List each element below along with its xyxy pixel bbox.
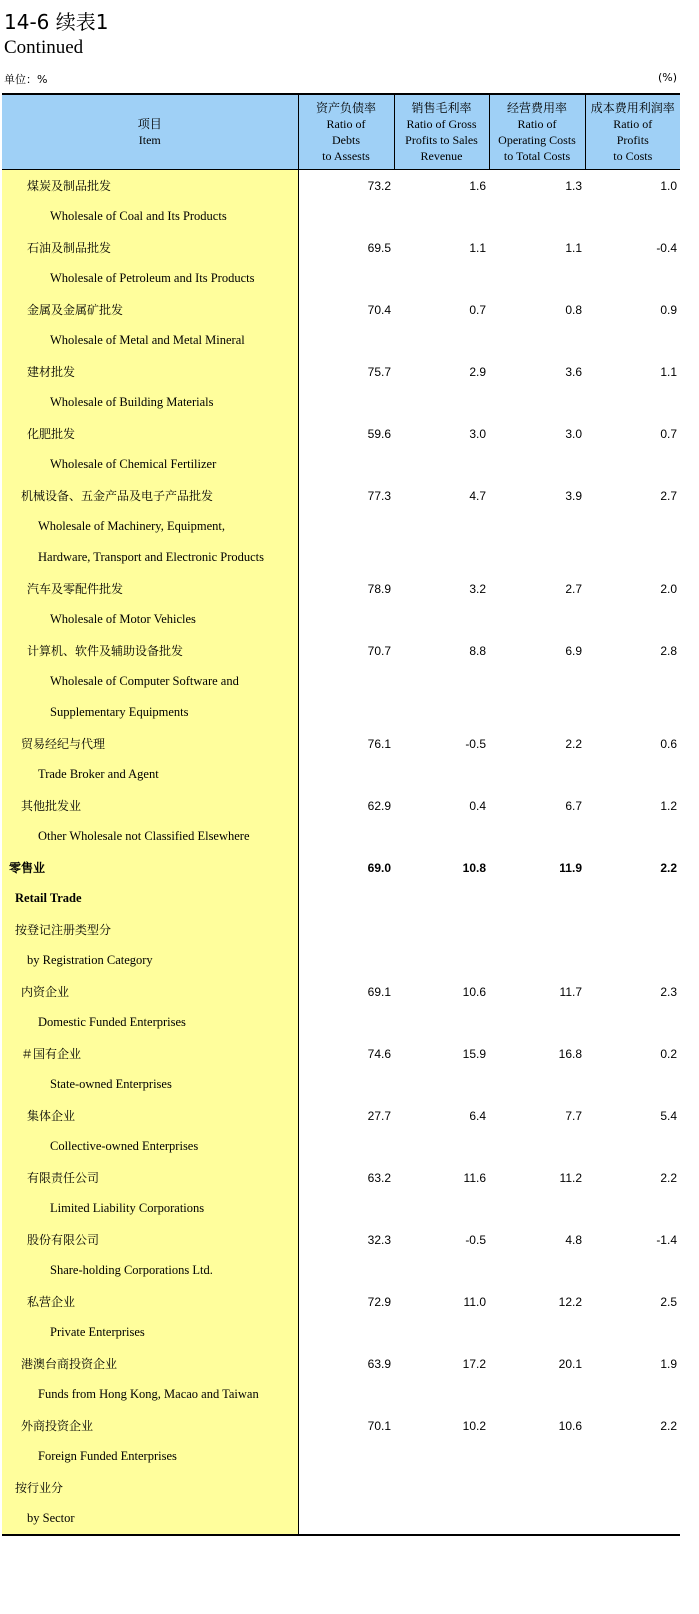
column-header-en: Ratio of Gross [406, 117, 477, 131]
value-cell: 2.3 [660, 984, 677, 999]
column-header-en: Ratio of [326, 117, 366, 131]
row-label: 计算机、软件及辅助设备批发 [2, 635, 298, 666]
value-cell: 11.2 [559, 1170, 582, 1185]
value-cell: 10.2 [462, 1418, 486, 1433]
table-row [2, 449, 680, 480]
value-cell: 70.1 [298, 1410, 394, 1441]
value-cell [585, 821, 680, 852]
column-header-en: Operating Costs [498, 133, 576, 147]
value-cell: 4.7 [469, 488, 486, 503]
table-row [2, 1255, 680, 1286]
value-cell [489, 1503, 585, 1535]
row-label: 私营企业 [2, 1286, 298, 1317]
value-cell [394, 914, 489, 945]
value-cell [489, 1193, 585, 1224]
value-cell [298, 914, 394, 945]
table-body [2, 170, 680, 1536]
row-label: Trade Broker and Agent [2, 759, 298, 790]
row-label: by Registration Category [2, 945, 298, 976]
row-label: 石油及制品批发 [2, 232, 298, 263]
value-cell [585, 387, 680, 418]
row-label: by Sector [2, 1503, 298, 1535]
value-cell [298, 883, 394, 914]
row-label: 有限责任公司 [2, 1162, 298, 1193]
value-cell: 2.2 [565, 736, 582, 751]
value-cell: 69.1 [298, 976, 394, 1007]
value-cell: 63.9 [298, 1348, 394, 1379]
table-row [2, 511, 680, 542]
column-header-en: to Costs [613, 149, 653, 163]
row-label: Wholesale of Computer Software and [2, 666, 298, 697]
row-label: Wholesale of Coal and Its Products [2, 201, 298, 232]
table-row [2, 883, 680, 914]
row-label: Wholesale of Chemical Fertilizer [2, 449, 298, 480]
value-cell [298, 1069, 394, 1100]
value-cell: -0.5 [465, 736, 486, 751]
row-label: 其他批发业 [2, 790, 298, 821]
table-row [2, 232, 680, 263]
value-cell: 1.6 [469, 178, 486, 193]
row-label: 化肥批发 [2, 418, 298, 449]
table-row [2, 387, 680, 418]
value-cell: 12.2 [558, 1294, 582, 1309]
table-row [2, 1379, 680, 1410]
row-label: Supplementary Equipments [2, 697, 298, 728]
table-row [2, 1317, 680, 1348]
value-cell: 63.2 [298, 1162, 394, 1193]
row-label: Wholesale of Metal and Metal Mineral [2, 325, 298, 356]
row-label: Private Enterprises [2, 1317, 298, 1348]
value-cell [298, 1503, 394, 1535]
value-cell [585, 945, 680, 976]
value-cell: 11.9 [559, 860, 582, 875]
column-header-en: to Assests [322, 149, 370, 163]
value-cell: 10.6 [558, 1418, 582, 1433]
table-row [2, 1038, 680, 1069]
value-cell [585, 666, 680, 697]
row-label: 按登记注册类型分 [2, 914, 298, 945]
value-cell [489, 759, 585, 790]
table-row [2, 790, 680, 821]
row-label: Funds from Hong Kong, Macao and Taiwan [2, 1379, 298, 1410]
value-cell [298, 759, 394, 790]
value-cell: 0.9 [660, 302, 677, 317]
value-cell [585, 883, 680, 914]
column-header-en: Ratio of [613, 117, 653, 131]
value-cell [298, 325, 394, 356]
value-cell [298, 1007, 394, 1038]
table-row [2, 1224, 680, 1255]
table-row [2, 759, 680, 790]
value-cell [585, 914, 680, 945]
value-cell [394, 1503, 489, 1535]
value-cell [298, 945, 394, 976]
value-cell [489, 821, 585, 852]
column-header-en: to Total Costs [503, 149, 571, 163]
value-cell [585, 542, 680, 573]
table-header [2, 94, 680, 170]
value-cell [298, 201, 394, 232]
value-cell: 0.7 [660, 426, 677, 441]
value-cell [489, 1255, 585, 1286]
row-label: 内资企业 [2, 976, 298, 1007]
value-cell: 1.3 [565, 178, 582, 193]
value-cell [298, 1317, 394, 1348]
value-cell [298, 1193, 394, 1224]
value-cell [585, 263, 680, 294]
table-row [2, 728, 680, 759]
column-header-zh: 经营费用率 [506, 101, 567, 115]
column-header-zh: 资产负债率 [315, 101, 376, 115]
value-cell: 2.2 [660, 860, 677, 875]
row-label: 汽车及零配件批发 [2, 573, 298, 604]
value-cell: 17.2 [462, 1356, 486, 1371]
value-cell [394, 511, 489, 542]
value-cell: 1.1 [565, 240, 582, 255]
value-cell [298, 387, 394, 418]
row-label: 煤炭及制品批发 [2, 170, 298, 202]
value-cell [394, 263, 489, 294]
column-header-zh: 成本费用利润率 [590, 101, 675, 115]
row-label: 按行业分 [2, 1472, 298, 1503]
value-cell [298, 263, 394, 294]
row-label: Other Wholesale not Classified Elsewhere [2, 821, 298, 852]
value-cell [394, 604, 489, 635]
value-cell: 27.7 [298, 1100, 394, 1131]
value-cell: 3.0 [469, 426, 486, 441]
row-label: 建材批发 [2, 356, 298, 387]
value-cell: 75.7 [298, 356, 394, 387]
column-header-en: Revenue [420, 149, 463, 163]
value-cell [298, 511, 394, 542]
value-cell [489, 449, 585, 480]
value-cell [394, 697, 489, 728]
value-cell [394, 449, 489, 480]
continued-subtitle: Continued [4, 37, 84, 58]
value-cell: 70.7 [298, 635, 394, 666]
row-label: 股份有限公司 [2, 1224, 298, 1255]
value-cell: 6.9 [565, 643, 582, 658]
value-cell [298, 1255, 394, 1286]
table-row [2, 945, 680, 976]
column-header-profit-to-costs [585, 94, 680, 170]
table-row [2, 914, 680, 945]
value-cell [298, 697, 394, 728]
table-row [2, 976, 680, 1007]
value-cell: -0.4 [656, 240, 677, 255]
value-cell: 0.2 [660, 1046, 677, 1061]
value-cell [394, 1069, 489, 1100]
row-label: Share-holding Corporations Ltd. [2, 1255, 298, 1286]
value-cell: 0.6 [660, 736, 677, 751]
value-cell: 2.2 [660, 1170, 677, 1185]
value-cell [394, 201, 489, 232]
value-cell: 6.7 [565, 798, 582, 813]
value-cell: 10.8 [462, 860, 486, 875]
value-cell [298, 1441, 394, 1472]
value-cell: 20.1 [558, 1356, 582, 1371]
value-cell: 5.4 [660, 1108, 677, 1123]
table-row [2, 480, 680, 511]
value-cell [489, 914, 585, 945]
value-cell: 2.7 [660, 488, 677, 503]
value-cell: 70.4 [298, 294, 394, 325]
table-row [2, 1503, 680, 1535]
row-label: ＃国有企业 [2, 1038, 298, 1069]
table-row [2, 1193, 680, 1224]
value-cell: 3.9 [565, 488, 582, 503]
column-header-zh: 项目 [137, 117, 162, 131]
value-cell [489, 1441, 585, 1472]
value-cell [585, 1472, 680, 1503]
value-cell: 2.9 [469, 364, 486, 379]
value-cell [489, 542, 585, 573]
row-label: Wholesale of Building Materials [2, 387, 298, 418]
table-row [2, 294, 680, 325]
value-cell [394, 1379, 489, 1410]
value-cell: 1.1 [660, 364, 677, 379]
value-cell [585, 759, 680, 790]
value-cell: 1.1 [469, 240, 486, 255]
value-cell: 78.9 [298, 573, 394, 604]
value-cell [585, 1255, 680, 1286]
row-label: 集体企业 [2, 1100, 298, 1131]
value-cell [489, 945, 585, 976]
table-row [2, 1100, 680, 1131]
column-header-debt-ratio [298, 94, 394, 170]
row-label: 港澳台商投资企业 [2, 1348, 298, 1379]
value-cell [489, 1379, 585, 1410]
value-cell: 2.7 [565, 581, 582, 596]
value-cell [489, 387, 585, 418]
value-cell: 11.7 [559, 984, 582, 999]
value-cell: 2.8 [660, 643, 677, 658]
table-row [2, 604, 680, 635]
value-cell [298, 666, 394, 697]
value-cell [394, 1007, 489, 1038]
row-label: Wholesale of Machinery, Equipment, [2, 511, 298, 542]
table-row [2, 573, 680, 604]
table-row [2, 418, 680, 449]
table-row [2, 356, 680, 387]
row-label: Wholesale of Petroleum and Its Products [2, 263, 298, 294]
value-cell: 2.0 [660, 581, 677, 596]
table-row [2, 1410, 680, 1441]
column-header-operating-costs [489, 94, 585, 170]
value-cell [298, 604, 394, 635]
column-header-gross-profit [394, 94, 489, 170]
value-cell [394, 1193, 489, 1224]
value-cell [489, 511, 585, 542]
statistics-table [2, 93, 680, 1536]
value-cell [585, 511, 680, 542]
value-cell: 1.9 [660, 1356, 677, 1371]
table-row [2, 1131, 680, 1162]
value-cell [585, 604, 680, 635]
value-cell [489, 1007, 585, 1038]
row-label: 零售业 [2, 852, 298, 883]
table-row [2, 821, 680, 852]
value-cell [585, 1317, 680, 1348]
value-cell [394, 1255, 489, 1286]
value-cell: 32.3 [298, 1224, 394, 1255]
row-label: Wholesale of Motor Vehicles [2, 604, 298, 635]
table-row [2, 1069, 680, 1100]
value-cell [298, 1379, 394, 1410]
table-row [2, 666, 680, 697]
value-cell [489, 201, 585, 232]
value-cell [394, 883, 489, 914]
table-number-title: 14-6 续表1 [4, 10, 109, 34]
table-row [2, 1348, 680, 1379]
table-row [2, 852, 680, 883]
table-row [2, 170, 680, 202]
value-cell [489, 697, 585, 728]
row-label: Collective-owned Enterprises [2, 1131, 298, 1162]
column-header-en: Debts [332, 133, 360, 147]
value-cell: 74.6 [298, 1038, 394, 1069]
column-header-en: Ratio of [517, 117, 557, 131]
row-label: Hardware, Transport and Electronic Products [2, 542, 298, 573]
value-cell [585, 1069, 680, 1100]
table-row [2, 1472, 680, 1503]
value-cell: 1.0 [660, 178, 677, 193]
table-row [2, 697, 680, 728]
header-row [2, 94, 680, 170]
value-cell: 72.9 [298, 1286, 394, 1317]
value-cell [489, 1131, 585, 1162]
value-cell [489, 883, 585, 914]
value-cell [585, 1441, 680, 1472]
row-label: Domestic Funded Enterprises [2, 1007, 298, 1038]
value-cell: 0.7 [469, 302, 486, 317]
unit-label-percent: (%) [657, 71, 677, 84]
table-row [2, 542, 680, 573]
value-cell [489, 1069, 585, 1100]
row-label: Limited Liability Corporations [2, 1193, 298, 1224]
table-row [2, 1286, 680, 1317]
value-cell: 3.0 [565, 426, 582, 441]
table-row [2, 635, 680, 666]
value-cell [298, 542, 394, 573]
value-cell: 69.0 [298, 852, 394, 883]
value-cell [394, 1131, 489, 1162]
value-cell [489, 325, 585, 356]
value-cell: 6.4 [469, 1108, 486, 1123]
value-cell [394, 542, 489, 573]
table-row [2, 1441, 680, 1472]
column-header-item [2, 94, 298, 170]
value-cell: 1.2 [660, 798, 677, 813]
value-cell: 73.2 [298, 170, 394, 202]
value-cell [394, 387, 489, 418]
column-header-en: Profits [616, 133, 649, 147]
value-cell [394, 759, 489, 790]
value-cell: 59.6 [298, 418, 394, 449]
value-cell: 15.9 [462, 1046, 486, 1061]
value-cell: 7.7 [565, 1108, 582, 1123]
column-header-en: Profits to Sales [405, 133, 478, 147]
value-cell: -0.5 [465, 1232, 486, 1247]
value-cell [394, 325, 489, 356]
value-cell [394, 1317, 489, 1348]
row-label: Foreign Funded Enterprises [2, 1441, 298, 1472]
table-row [2, 201, 680, 232]
value-cell: 10.6 [462, 984, 486, 999]
value-cell [585, 1503, 680, 1535]
value-cell [585, 1007, 680, 1038]
row-label: Retail Trade [2, 883, 298, 914]
value-cell: 62.9 [298, 790, 394, 821]
value-cell [298, 449, 394, 480]
table-row [2, 325, 680, 356]
value-cell [394, 945, 489, 976]
value-cell [394, 1441, 489, 1472]
value-cell: 69.5 [298, 232, 394, 263]
value-cell [394, 666, 489, 697]
value-cell: 3.2 [469, 581, 486, 596]
value-cell [585, 201, 680, 232]
value-cell [394, 1472, 489, 1503]
value-cell [489, 1317, 585, 1348]
table-row [2, 1007, 680, 1038]
value-cell: 77.3 [298, 480, 394, 511]
row-label: 贸易经纪与代理 [2, 728, 298, 759]
value-cell: 11.6 [463, 1170, 486, 1185]
value-cell: 2.5 [660, 1294, 677, 1309]
value-cell [489, 263, 585, 294]
value-cell [394, 821, 489, 852]
value-cell [489, 604, 585, 635]
value-cell [298, 1131, 394, 1162]
value-cell: 76.1 [298, 728, 394, 759]
value-cell [298, 1472, 394, 1503]
column-header-en: Item [138, 133, 161, 147]
value-cell [585, 697, 680, 728]
value-cell: 0.4 [469, 798, 486, 813]
value-cell [585, 449, 680, 480]
value-cell: 0.8 [565, 302, 582, 317]
value-cell: 4.8 [565, 1232, 582, 1247]
value-cell [585, 1131, 680, 1162]
value-cell [585, 1379, 680, 1410]
row-label: State-owned Enterprises [2, 1069, 298, 1100]
row-label: 金属及金属矿批发 [2, 294, 298, 325]
row-label: 机械设备、五金产品及电子产品批发 [2, 480, 298, 511]
column-header-zh: 销售毛利率 [411, 101, 472, 115]
value-cell: 2.2 [660, 1418, 677, 1433]
value-cell: 8.8 [469, 643, 486, 658]
value-cell [489, 1472, 585, 1503]
value-cell: 3.6 [565, 364, 582, 379]
table-row [2, 263, 680, 294]
value-cell [489, 666, 585, 697]
value-cell: -1.4 [656, 1232, 677, 1247]
value-cell: 16.8 [558, 1046, 582, 1061]
row-label: 外商投资企业 [2, 1410, 298, 1441]
value-cell: 11.0 [463, 1294, 486, 1309]
unit-label: 单位：% [4, 73, 48, 86]
value-cell [585, 1193, 680, 1224]
table-row [2, 1162, 680, 1193]
value-cell [585, 325, 680, 356]
value-cell [298, 821, 394, 852]
